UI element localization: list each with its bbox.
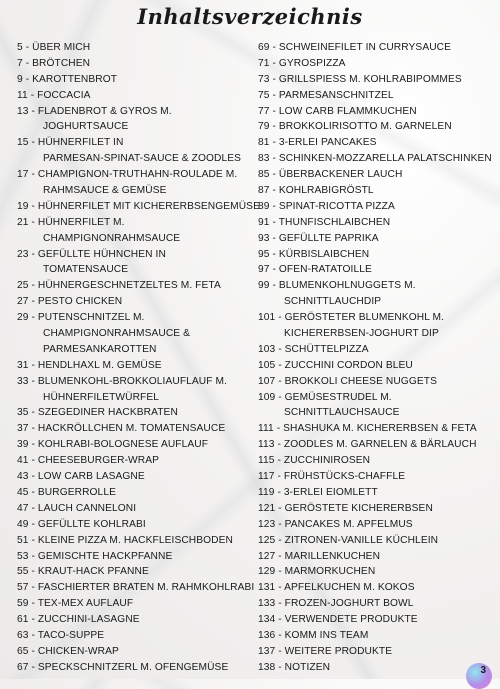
- toc-entry: 49 - GEFÜLLTE KOHLRABI: [17, 518, 146, 530]
- toc-entry-continuation: JOGHURTSAUCE: [43, 121, 129, 133]
- toc-entry: 7 - BRÖTCHEN: [17, 57, 91, 69]
- toc-entry: 127 - MARILLENKUCHEN: [258, 550, 381, 562]
- toc-entry: 117 - FRÜHSTÜCKS-CHAFFLE: [258, 471, 406, 483]
- toc-entry: 51 - KLEINE PIZZA M. HACKFLEISCHBODEN: [17, 534, 233, 546]
- toc-entry: 138 - NOTIZEN: [258, 661, 331, 673]
- toc-entry: 13 - FLADENBROT & GYROS M.: [17, 105, 172, 117]
- toc-entry: 123 - PANCAKES M. APFELMUS: [258, 518, 413, 530]
- toc-entry: 25 - HÜHNERGESCHNETZELTES M. FETA: [17, 280, 221, 292]
- toc-entry: 97 - OFEN-RATATOILLE: [258, 264, 372, 276]
- toc-entry: 41 - CHEESEBURGER-WRAP: [17, 455, 160, 467]
- toc-entry: 111 - SHASHUKA M. KICHERERBSEN & FETA: [258, 423, 477, 435]
- toc-entry: 9 - KAROTTENBROT: [17, 73, 118, 85]
- toc-entry: 77 - LOW CARB FLAMMKUCHEN: [258, 105, 417, 117]
- toc-entry: 17 - CHAMPIGNON-TRUTHAHN-ROULADE M.: [17, 169, 238, 181]
- toc-entry: 119 - 3-ERLEI EIOMLETT: [258, 486, 378, 498]
- page-title: Inhaltsverzeichnis: [137, 4, 363, 29]
- toc-entry: 29 - PUTENSCHNITZEL M.: [17, 312, 145, 324]
- toc-entry: 133 - FROZEN-JOGHURT BOWL: [258, 598, 414, 610]
- toc-entry: 101 - GERÖSTETER BLUMENKOHL M.: [258, 312, 445, 324]
- toc-entry: 125 - ZITRONEN-VANILLE KÜCHLEIN: [258, 534, 439, 546]
- toc-entry-continuation: HÜHNERFILETWÜRFEL: [43, 391, 160, 403]
- toc-entry: 73 - GRILLSPIESS M. KOHLRABIPOMMES: [258, 73, 462, 85]
- toc-entry: 136 - KOMM INS TEAM: [258, 629, 369, 641]
- toc-entry: 21 - HÜHNERFILET M.: [17, 216, 125, 228]
- toc-entry: 81 - 3-ERLEI PANCAKES: [258, 137, 377, 149]
- toc-entry: 11 - FOCCACIA: [17, 89, 91, 101]
- toc-entry: 39 - KOHLRABI-BOLOGNESE AUFLAUF: [17, 439, 209, 451]
- toc-entry: 99 - BLUMENKOHLNUGGETS M.: [258, 280, 416, 292]
- toc-entry: 43 - LOW CARB LASAGNE: [17, 471, 145, 483]
- toc-entry: 103 - SCHÜTTELPIZZA: [258, 343, 369, 355]
- toc-entry: 67 - SPECKSCHNITZERL M. OFENGEMÜSE: [17, 661, 229, 673]
- toc-entry: 65 - CHICKEN-WRAP: [17, 645, 119, 657]
- toc-entry: 89 - SPINAT-RICOTTA PIZZA: [258, 200, 395, 212]
- toc-entry-continuation: CHAMPIGNONRAHMSAUCE: [43, 232, 181, 244]
- toc-entry: 23 - GEFÜLLTE HÜHNCHEN IN: [17, 248, 166, 260]
- toc-entry: 85 - ÜBERBACKENER LAUCH: [258, 169, 403, 181]
- toc-entry-continuation: KICHERERBSEN-JOGHURT DIP: [284, 328, 439, 340]
- toc-entry: 33 - BLUMENKOHL-BROKKOLIAUFLAUF M.: [17, 375, 228, 387]
- toc-entry: 87 - KOHLRABIGRÖSTL: [258, 185, 374, 197]
- toc-entry: 27 - PESTO CHICKEN: [17, 296, 123, 308]
- toc-entry-continuation: SCHNITTLAUCHDIP: [284, 296, 382, 308]
- toc-entry: 35 - SZEGEDINER HACKBRATEN: [17, 407, 178, 419]
- toc-entry: 107 - BROKKOLI CHEESE NUGGETS: [258, 375, 437, 387]
- toc-entry: 79 - BROKKOLIRISOTTO M. GARNELEN: [258, 121, 452, 133]
- toc-entry: 55 - KRAUT-HACK PFANNE: [17, 566, 149, 578]
- toc-entry: 105 - ZUCCHINI CORDON BLEU: [258, 359, 413, 371]
- toc-entry: 121 - GERÖSTETE KICHERERBSEN: [258, 502, 433, 514]
- toc-entry: 45 - BURGERROLLE: [17, 486, 116, 498]
- toc-entry: 75 - PARMESANSCHNITZEL: [258, 89, 394, 101]
- toc-entry: 115 - ZUCCHINIROSEN: [258, 455, 371, 467]
- toc-entry: 134 - VERWENDETE PRODUKTE: [258, 614, 418, 626]
- toc-entry: 129 - MARMORKUCHEN: [258, 566, 376, 578]
- toc-entry: 61 - ZUCCHINI-LASAGNE: [17, 614, 140, 626]
- toc-entry: 37 - HACKRÖLLCHEN M. TOMATENSAUCE: [17, 423, 226, 435]
- toc-left-column: [17, 40, 260, 676]
- toc-entry-continuation: PARMESANKAROTTEN: [43, 343, 157, 355]
- toc-entry: 69 - SCHWEINEFILET IN CURRYSAUCE: [258, 42, 452, 53]
- toc-right-column: [258, 40, 496, 676]
- page-number-badge: [466, 663, 492, 689]
- toc-entry: 5 - ÜBER MICH: [17, 42, 91, 53]
- toc-entry: 95 - KÜRBISLAIBCHEN: [258, 248, 370, 260]
- toc-entry: 53 - GEMISCHTE HACKPFANNE: [17, 550, 173, 562]
- toc-entry-continuation: CHAMPIGNONRAHMSAUCE &: [43, 328, 191, 340]
- toc-entry: 113 - ZOODLES M. GARNELEN & BÄRLAUCH: [258, 439, 477, 451]
- toc-entry: 131 - APFELKUCHEN M. KOKOS: [258, 582, 415, 594]
- page-number: 3: [480, 665, 486, 676]
- toc-entry: 31 - HENDLHAXL M. GEMÜSE: [17, 359, 162, 371]
- toc-entry: 83 - SCHINKEN-MOZZARELLA PALATSCHINKEN: [258, 153, 492, 165]
- toc-entry-continuation: SCHNITTLAUCHSAUCE: [284, 407, 400, 419]
- toc-entry: 19 - HÜHNERFILET MIT KICHERERBSENGEMÜSE: [17, 200, 260, 212]
- toc-entry: 91 - THUNFISCHLAIBCHEN: [258, 216, 391, 228]
- toc-entry: 47 - LAUCH CANNELONI: [17, 502, 137, 514]
- toc-entry-continuation: PARMESAN-SPINAT-SAUCE & ZOODLES: [43, 153, 242, 165]
- toc-entry: 109 - GEMÜSESTRUDEL M.: [258, 391, 392, 403]
- toc-entry-continuation: TOMATENSAUCE: [43, 264, 129, 276]
- toc-entry: 57 - FASCHIERTER BRATEN M. RAHMKOHLRABI: [17, 582, 255, 594]
- toc-entry: 137 - WEITERE PRODUKTE: [258, 645, 393, 657]
- toc-entry-continuation: RAHMSAUCE & GEMÜSE: [43, 185, 167, 197]
- toc-entry: 93 - GEFÜLLTE PAPRIKA: [258, 232, 379, 244]
- toc-entry: 15 - HÜHNERFILET IN: [17, 137, 124, 149]
- toc-entry: 71 - GYROSPIZZA: [258, 57, 346, 69]
- toc-entry: 63 - TACO-SUPPE: [17, 629, 105, 641]
- toc-entry: 59 - TEX-MEX AUFLAUF: [17, 598, 134, 610]
